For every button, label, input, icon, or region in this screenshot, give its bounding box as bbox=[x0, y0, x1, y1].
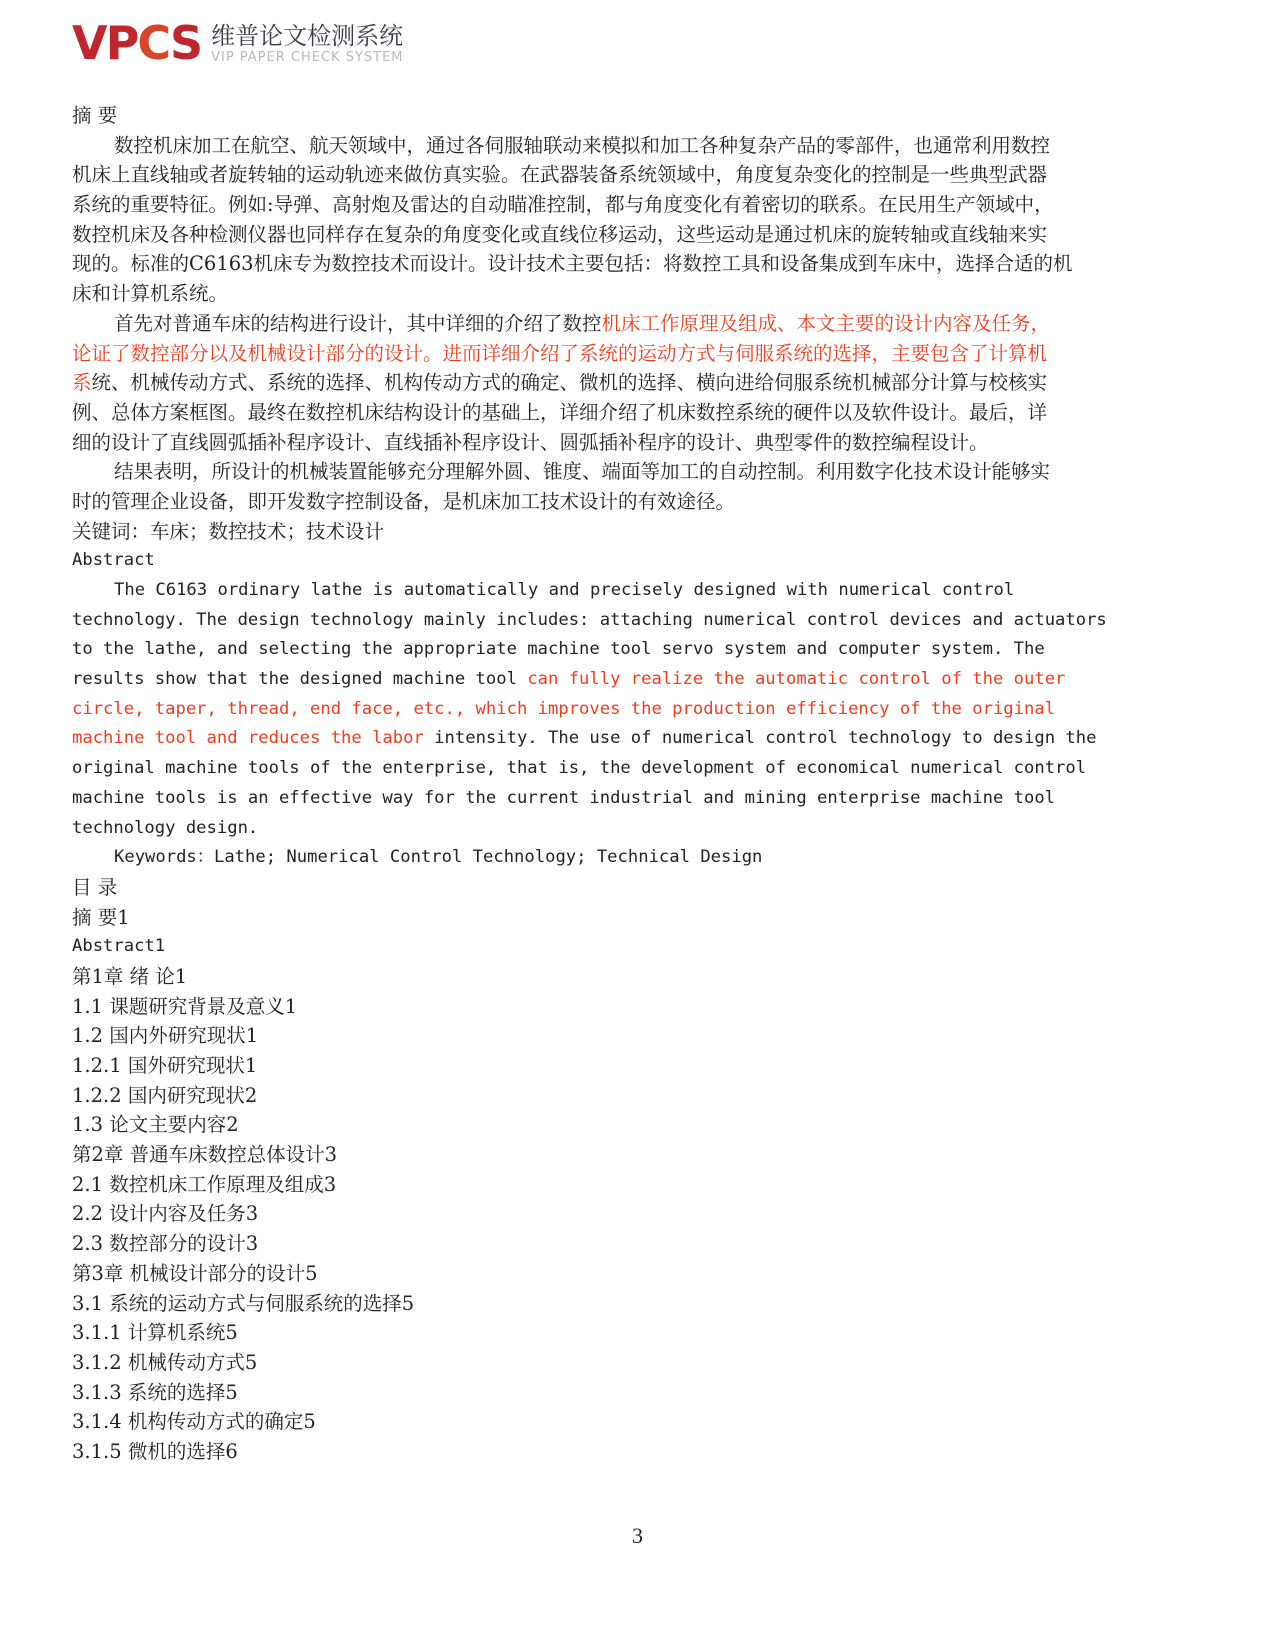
text-line bbox=[72, 843, 1132, 873]
text-segment: 3.1 系统的运动方式与伺服系统的选择5 bbox=[72, 1291, 415, 1315]
text-line bbox=[72, 1170, 1132, 1200]
text-line bbox=[72, 160, 1132, 190]
text-line bbox=[72, 1378, 1132, 1408]
highlighted-text: can fully realize the automatic control of the outer bbox=[527, 669, 1066, 690]
text-line bbox=[72, 368, 1132, 398]
text-line bbox=[72, 249, 1132, 279]
text-segment: machine tools is an effective way for the current industrial and mining enterprise machine tool bbox=[72, 787, 1056, 808]
text-line bbox=[72, 695, 1132, 725]
text-segment: results show that the designed machine tool bbox=[72, 669, 528, 690]
text-segment: 目 录 bbox=[72, 875, 118, 899]
text-line bbox=[72, 665, 1132, 695]
text-line bbox=[72, 1110, 1132, 1140]
text-segment: 3.1.5 微机的选择6 bbox=[72, 1439, 238, 1463]
text-line bbox=[72, 932, 1132, 962]
text-line bbox=[72, 903, 1132, 933]
text-segment: 数控机床及各种检测仪器也同样存在复杂的角度变化或直线位移运动，这些运动是通过机床的旋转轴或直线轴来实 bbox=[72, 222, 1048, 246]
text-segment: to the lathe, and selecting the appropriate machine tool servo system and computer system. The bbox=[72, 639, 1045, 660]
text-segment: 2.2 设计内容及任务3 bbox=[72, 1202, 259, 1226]
text-line bbox=[72, 1051, 1132, 1081]
text-line bbox=[72, 1437, 1132, 1467]
text-segment: 3.1.3 系统的选择5 bbox=[72, 1380, 238, 1404]
highlighted-text: circle, taper, thread, end face, etc., which improves the production efficiency of the original bbox=[72, 698, 1056, 719]
text-segment: Keywords：Lathe; Numerical Control Technology; Technical Design bbox=[114, 847, 763, 868]
text-line bbox=[72, 1199, 1132, 1229]
text-segment: 例、总体方案框图。最终在数控机床结构设计的基础上，详细介绍了机床数控系统的硬件以及软件设计。最后，详 bbox=[72, 400, 1048, 424]
text-line bbox=[72, 754, 1132, 784]
text-line bbox=[72, 428, 1132, 458]
text-line bbox=[72, 1259, 1132, 1289]
text-line bbox=[72, 546, 1132, 576]
text-line bbox=[72, 131, 1132, 161]
text-segment: 摘 要1 bbox=[72, 905, 130, 929]
text-line bbox=[72, 1140, 1132, 1170]
text-line bbox=[72, 1289, 1132, 1319]
text-segment: 结果表明，所设计的机械装置能够充分理解外圆、锥度、端面等加工的自动控制。利用数字化技术设计能够实 bbox=[114, 460, 1051, 484]
text-line bbox=[72, 398, 1132, 428]
text-segment: 第2章 普通车床数控总体设计3 bbox=[72, 1143, 338, 1167]
text-line bbox=[72, 220, 1132, 250]
logo-title-cn: 维普论文检测系统 bbox=[211, 21, 404, 50]
highlighted-text: machine tool and reduces the labor bbox=[72, 728, 424, 749]
text-segment: 时的管理企业设备，即开发数字控制设备，是机床加工技术设计的有效途径。 bbox=[72, 489, 736, 513]
text-segment: 第3章 机械设计部分的设计5 bbox=[72, 1261, 318, 1285]
text-segment: 现的。标准的C6163机床专为数控技术而设计。设计技术主要包括：将数控工具和设备集成到车床中，选择合适的机 bbox=[72, 252, 1073, 276]
text-line bbox=[72, 1081, 1132, 1111]
document-body bbox=[72, 101, 1132, 1467]
text-line bbox=[72, 576, 1132, 606]
text-segment: 1.2.1 国外研究现状1 bbox=[72, 1054, 258, 1077]
text-segment: 2.1 数控机床工作原理及组成3 bbox=[72, 1172, 337, 1196]
text-segment: intensity. The use of numerical control technology to design the bbox=[423, 728, 1097, 749]
text-segment: 3.1.4 机构传动方式的确定5 bbox=[72, 1410, 316, 1434]
text-line bbox=[72, 1348, 1132, 1378]
text-line bbox=[72, 635, 1132, 665]
text-segment: 1.2.2 国内研究现状2 bbox=[72, 1083, 258, 1107]
text-segment: 第1章 绪 论1 bbox=[72, 964, 188, 988]
text-segment: 关键词：车床；数控技术；技术设计 bbox=[72, 519, 385, 543]
highlighted-text: 论证了数控部分以及机械设计部分的设计。进而详细介绍了系统的运动方式与伺服系统的选择，主要包含了计算机 bbox=[72, 341, 1048, 365]
text-line bbox=[72, 1318, 1132, 1348]
text-line bbox=[72, 873, 1132, 903]
text-segment: technology. The design technology mainly includes: attaching numerical control devices and actuators bbox=[72, 609, 1107, 630]
text-segment: 摘 要 bbox=[72, 104, 118, 127]
highlighted-text: 系 bbox=[72, 371, 92, 395]
text-line bbox=[72, 487, 1132, 517]
text-segment: Abstract bbox=[72, 550, 155, 571]
text-line bbox=[72, 339, 1132, 369]
text-line bbox=[72, 814, 1132, 844]
text-segment: 2.3 数控部分的设计3 bbox=[72, 1232, 259, 1256]
text-line bbox=[72, 1407, 1132, 1437]
text-segment: 首先对普通车床的结构进行设计，其中详细的介绍了数控 bbox=[114, 311, 602, 335]
text-line bbox=[72, 962, 1132, 992]
text-line bbox=[72, 279, 1132, 309]
text-line bbox=[72, 606, 1132, 636]
text-segment: 细的设计了直线圆弧插补程序设计、直线插补程序设计、圆弧插补程序的设计、典型零件的数控编程设计。 bbox=[72, 430, 989, 454]
text-segment: 数控机床加工在航空、航天领域中，通过各伺服轴联动来模拟和加工各种复杂产品的零部件，也通常利用数控 bbox=[114, 133, 1051, 157]
logo-title-en: VIP PAPER CHECK SYSTEM bbox=[211, 49, 404, 65]
text-line bbox=[72, 517, 1132, 547]
text-segment: 1.2 国内外研究现状1 bbox=[72, 1024, 259, 1048]
text-line bbox=[72, 190, 1132, 220]
page-number: 3 bbox=[632, 1523, 643, 1548]
text-segment: original machine tools of the enterprise, that is, the development of economical numerical control bbox=[72, 758, 1087, 779]
text-segment: 机床上直线轴或者旋转轴的运动轨迹来做仿真实验。在武器装备系统领域中，角度复杂变化的控制是一些典型武器 bbox=[72, 163, 1048, 187]
text-segment: technology design. bbox=[72, 817, 259, 838]
text-line bbox=[72, 1021, 1132, 1051]
text-segment: 统、机械传动方式、系统的选择、机构传动方式的确定、微机的选择、横向进给伺服系统机械部分计算与校核实 bbox=[91, 371, 1048, 395]
highlighted-text: 机床工作原理及组成、本文主要的设计内容及任务， bbox=[601, 311, 1051, 335]
text-line bbox=[72, 101, 1132, 131]
text-segment: 1.1 课题研究背景及意义1 bbox=[72, 994, 298, 1018]
text-line bbox=[72, 784, 1132, 814]
text-segment: Abstract1 bbox=[72, 936, 166, 957]
text-segment: The C6163 ordinary lathe is automatically and precisely designed with numerical control bbox=[114, 580, 1015, 600]
text-segment: 床和计算机系统。 bbox=[72, 282, 229, 306]
text-segment: 系统的重要特征。例如:导弹、高射炮及雷达的自动瞄准控制，都与角度变化有着密切的联系。在民用生产领域中， bbox=[72, 193, 1054, 217]
text-line bbox=[72, 309, 1132, 339]
text-line bbox=[72, 457, 1132, 487]
logo-mark: VPCS bbox=[72, 16, 202, 70]
text-segment: 3.1.2 机械传动方式5 bbox=[72, 1350, 258, 1374]
text-line bbox=[72, 724, 1132, 754]
text-segment: 3.1.1 计算机系统5 bbox=[72, 1321, 238, 1345]
text-line bbox=[72, 1229, 1132, 1259]
text-line bbox=[72, 992, 1132, 1022]
vpcs-logo bbox=[72, 16, 404, 70]
text-segment: 1.3 论文主要内容2 bbox=[72, 1113, 239, 1137]
